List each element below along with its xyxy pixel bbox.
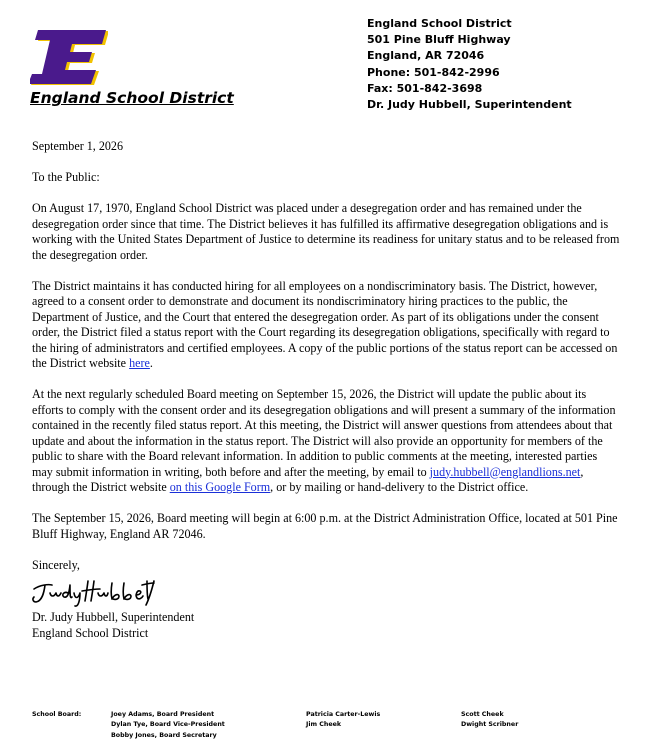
- status-report-link[interactable]: here: [129, 356, 150, 370]
- letter-date: September 1, 2026: [32, 139, 124, 153]
- board-column-1: [111, 710, 225, 741]
- contact-city: England, AR 72046: [367, 49, 485, 63]
- board-member: Dwight Scribner: [461, 721, 519, 729]
- contact-block: [367, 16, 572, 113]
- contact-phone: Phone: 501-842-2996: [367, 65, 500, 79]
- paragraph-3: [32, 387, 620, 496]
- paragraph-2-end: .: [149, 356, 153, 370]
- contact-fax: Fax: 501-842-3698: [367, 81, 483, 95]
- board-member: Bobby Jones, Board Secretary: [111, 731, 217, 739]
- letter-closing: Sincerely,: [32, 557, 80, 572]
- signer-name: Dr. Judy Hubbell, Superintendent: [32, 610, 195, 624]
- board-member: Patricia Carter-Lewis: [306, 711, 381, 718]
- paragraph-3-mid: , through the District website: [32, 464, 584, 494]
- contact-street: 501 Pine Bluff Highway: [367, 33, 511, 47]
- district-name-heading: England School District: [30, 89, 234, 107]
- email-link[interactable]: judy.hubbell@englandlions.net: [429, 464, 581, 479]
- google-form-link[interactable]: on this Google Form: [169, 480, 271, 494]
- board-column-3: [461, 710, 518, 731]
- letter-greeting: To the Public:: [32, 170, 100, 184]
- letter-body: [32, 139, 620, 641]
- paragraph-1: On August 17, 1970, England School District was placed under a desegregation order and has remained under the desegregation order since that time. The District believes it has fulfilled its affirmative desegregation obligations and is working with the United States Department of Justice to determine its readiness for unitary status and to be released from the desegregation order.: [32, 201, 620, 262]
- board-member: Scott Cheek: [461, 711, 504, 718]
- signature-image: [30, 575, 160, 609]
- board-member: Dylan Tye, Board Vice-President: [111, 721, 225, 729]
- paragraph-3-end: , or by mailing or hand-delivery to the District office.: [270, 480, 529, 494]
- paragraph-3-text: At the next regularly scheduled Board meeting on September 15, 2026, the District will update the public about its efforts to comply with the consent order and its desegregation obligations and will present a summary of the information contained in the recently filed status report. At this meeting, the District will answer questions from attendees about that update and about the information in the status report. The District will also provide an opportunity for members of the public to share with the Board relevant information. In addition to public comments at the meeting, interested parties may submit information in writing, both before and after the meeting, by email to: [32, 387, 616, 479]
- signer-organization: England School District: [32, 625, 149, 640]
- paragraph-4: The September 15, 2026, Board meeting will begin at 6:00 p.m. at the District Administration Office, located at 501 Pine Bluff Highway, England AR 72046.: [32, 511, 618, 541]
- paragraph-2: [32, 279, 620, 372]
- school-board-label: School Board:: [32, 711, 82, 718]
- district-logo: [30, 24, 108, 86]
- contact-superintendent: Dr. Judy Hubbell, Superintendent: [367, 98, 572, 112]
- contact-district: England School District: [367, 17, 512, 30]
- board-member: Jim Cheek: [306, 721, 342, 729]
- paragraph-2-text: The District maintains it has conducted hiring for all employees on a nondiscriminatory basis. The District, however, agreed to a consent order to demonstrate and document its nondiscriminatory hiring practices to the public, the Department of Justice, and the Court that entered the desegregation order. As part of its obligations under the consent order, the District filed a status report with the Court regarding its desegregation obligations, specifically with regard to the hiring of administrators and certified employees. A copy of the public portions of the status report can be accessed on the District website: [32, 278, 618, 370]
- board-column-2: [306, 710, 380, 731]
- board-member: Joey Adams, Board President: [111, 711, 215, 718]
